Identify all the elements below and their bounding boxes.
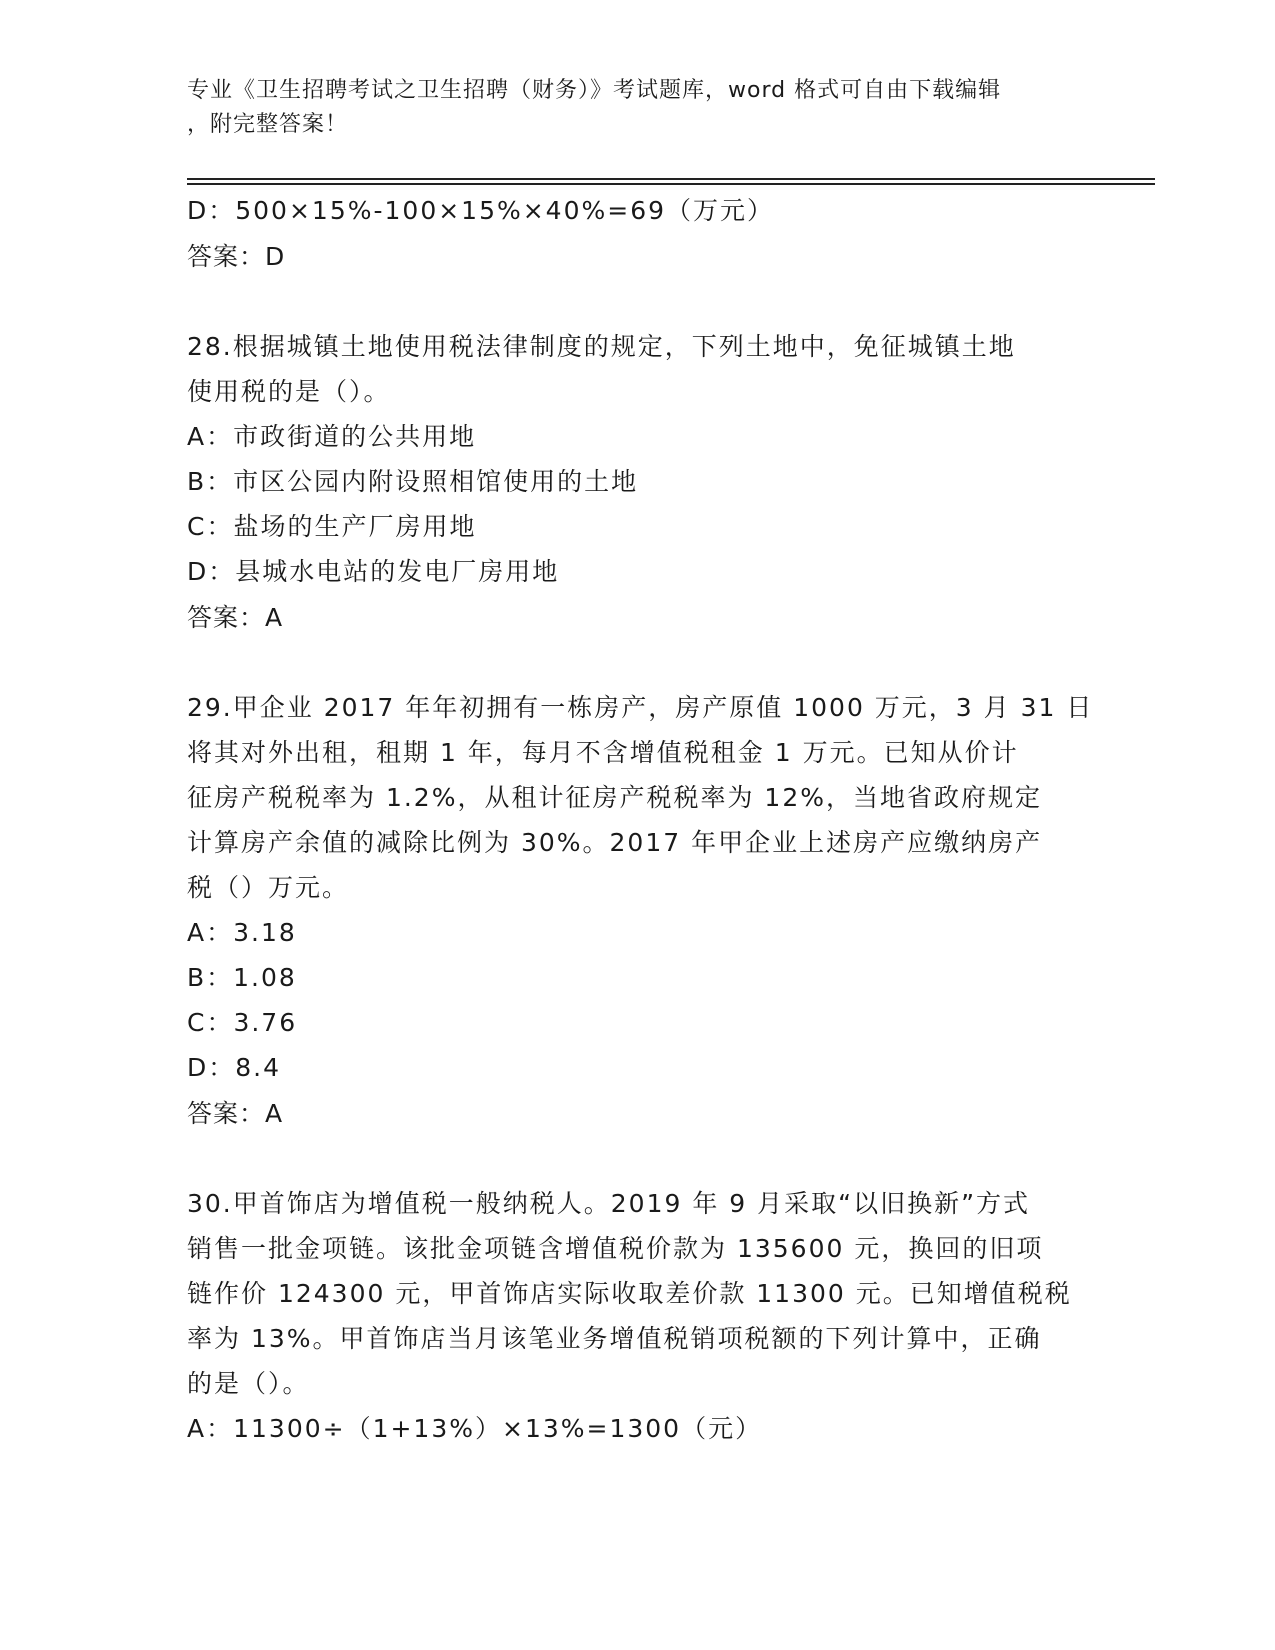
q28-answer: 答案：A: [187, 603, 284, 632]
q30-stem-line: 率为 13%。甲首饰店当月该笔业务增值税销项税额的下列计算中，正确: [187, 1324, 1042, 1353]
header-line-1: 专业《卫生招聘考试之卫生招聘（财务）》考试题库，word 格式可自由下载编辑: [187, 78, 1002, 103]
q29-option-d: D：8.4: [187, 1053, 282, 1082]
q28-option-d: D：县城水电站的发电厂房用地: [187, 557, 560, 586]
document-header: [187, 74, 1067, 142]
q29-stem-line: 征房产税税率为 1.2%，从租计征房产税税率为 12%，当地省政府规定: [187, 783, 1042, 812]
prev-answer: 答案：D: [187, 242, 286, 271]
question-content: [187, 188, 1094, 1451]
q28-option-b: B：市区公园内附设照相馆使用的土地: [187, 467, 639, 496]
q28-option-a: A：市政街道的公共用地: [187, 422, 477, 451]
q28-option-c: C：盐场的生产厂房用地: [187, 512, 477, 541]
q29-option-c: C：3.76: [187, 1008, 298, 1037]
q28-stem-line: 28.根据城镇土地使用税法律制度的规定，下列土地中，免征城镇土地: [187, 332, 1016, 361]
q30-option-a: A：11300÷（1+13%）×13%=1300（元）: [187, 1414, 763, 1443]
q29-answer: 答案：A: [187, 1099, 284, 1128]
prev-option-d: D：500×15%-100×15%×40%=69（万元）: [187, 196, 775, 225]
q30-stem-line: 链作价 124300 元，甲首饰店实际收取差价款 11300 元。已知增值税税: [187, 1279, 1072, 1308]
q29-stem-line: 29.甲企业 2017 年年初拥有一栋房产，房产原值 1000 万元，3 月 31 日: [187, 693, 1094, 722]
q29-option-a: A：3.18: [187, 918, 297, 947]
q29-stem-line: 税（）万元。: [187, 873, 350, 902]
header-divider-bottom: [187, 183, 1155, 185]
q29-option-b: B：1.08: [187, 963, 297, 992]
question-30: [187, 1181, 1087, 1451]
q29-stem-line: 计算房产余值的减除比例为 30%。2017 年甲企业上述房产应缴纳房产: [187, 828, 1043, 857]
header-divider-top: [187, 178, 1155, 180]
q28-stem-line: 使用税的是（）。: [187, 377, 391, 406]
q29-stem-line: 将其对外出租，租期 1 年，每月不含增值税租金 1 万元。已知从价计: [187, 738, 1019, 767]
q30-stem-line: 销售一批金项链。该批金项链含增值税价款为 135600 元，换回的旧项: [187, 1234, 1044, 1263]
q30-stem-line: 30.甲首饰店为增值税一般纳税人。2019 年 9 月采取“以旧换新”方式: [187, 1189, 1031, 1218]
question-28: [187, 324, 1087, 642]
header-line-2: ，附完整答案！: [187, 112, 349, 137]
question-29: [187, 685, 1094, 1138]
q30-stem-line: 的是（）。: [187, 1369, 310, 1398]
